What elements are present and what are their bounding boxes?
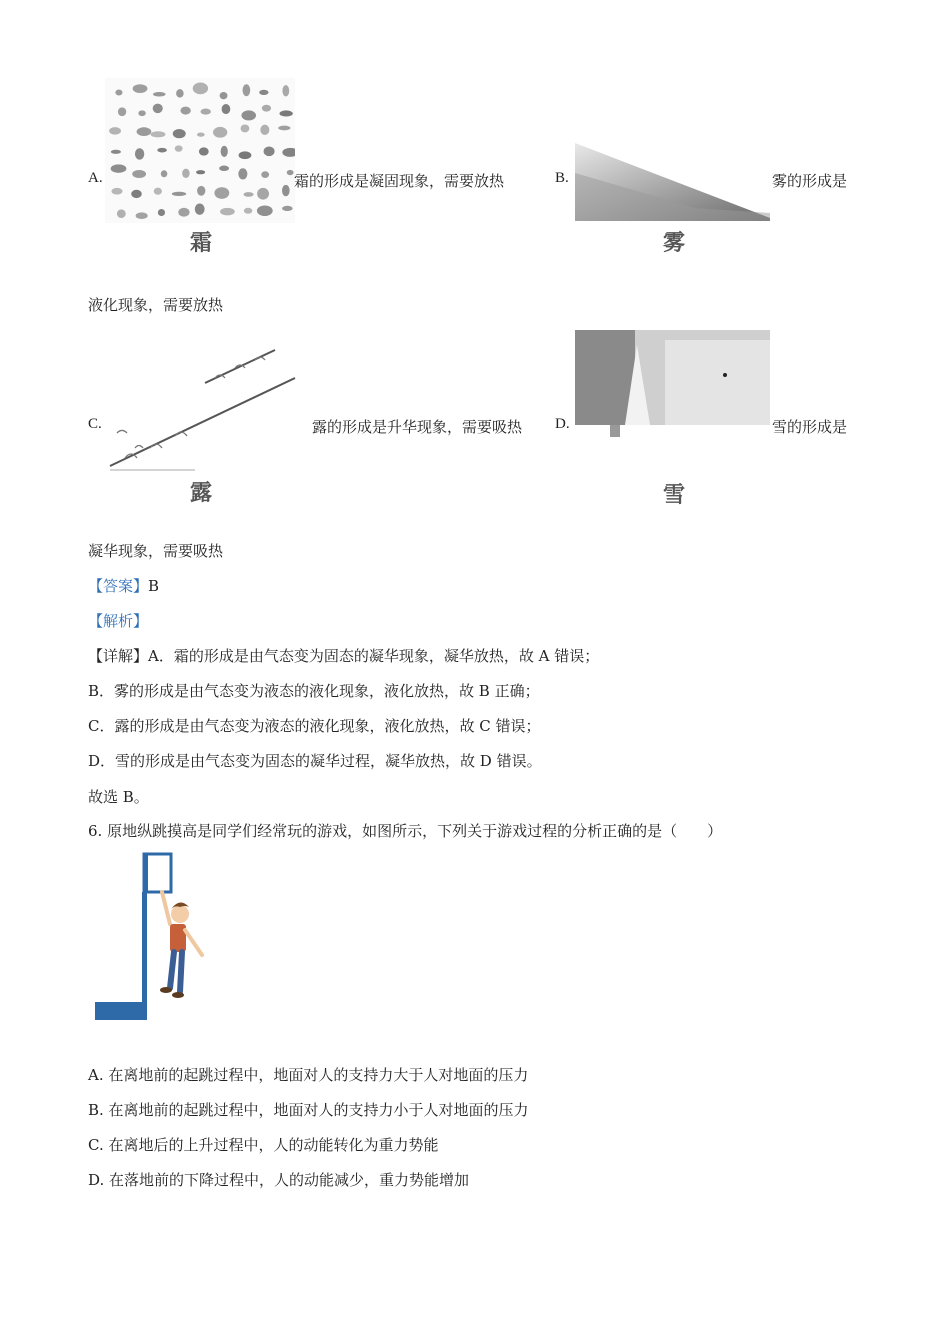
- option-a-label: A.: [88, 170, 103, 186]
- option-c-text: 露的形成是升华现象，需要吸热: [312, 418, 523, 436]
- answer-tag: 【答案】: [88, 577, 149, 595]
- dew-image: [105, 338, 300, 473]
- dew-caption: 露: [190, 480, 213, 506]
- option-a-text: 霜的形成是凝固现象，需要放热: [294, 172, 505, 190]
- analysis-tag: 【解析】: [88, 612, 149, 630]
- detail-line-3: C．露的形成是由气态变为液态的液化现象，液化放热，故 C 错误；: [88, 717, 541, 735]
- snow-image: [575, 330, 770, 440]
- detail-tag: 【详解】: [88, 647, 149, 665]
- detail-line-2: B．雾的形成是由气态变为液态的液化现象，液化放热，故 B 正确；: [88, 682, 540, 700]
- answer-line: [88, 575, 159, 596]
- fog-caption: 雾: [663, 230, 686, 256]
- option-b-label: B.: [555, 170, 569, 186]
- snow-caption: 雪: [663, 482, 686, 508]
- option-d-text-cont: 凝华现象，需要吸热: [88, 542, 224, 560]
- frost-caption: 霜: [190, 230, 213, 256]
- q6-stem: 6. 原地纵跳摸高是同学们经常玩的游戏，如图所示，下列关于游戏过程的分析正确的是（ ）: [88, 822, 723, 840]
- detail-conclusion: 故选 B。: [88, 788, 149, 806]
- option-d-text: 雪的形成是: [772, 418, 848, 436]
- jump-figure: [92, 852, 217, 1024]
- q6-option-b[interactable]: B. 在离地前的起跳过程中，地面对人的支持力小于人对地面的压力: [88, 1101, 529, 1119]
- detail-line-4: D．雪的形成是由气态变为固态的凝华过程，凝华放热，故 D 错误。: [88, 752, 542, 770]
- option-b-text-cont: 液化现象，需要放热: [88, 296, 224, 314]
- q6-option-a[interactable]: A. 在离地前的起跳过程中，地面对人的支持力大于人对地面的压力: [88, 1066, 529, 1084]
- option-c-label: C.: [88, 416, 102, 432]
- detail-line-1: [88, 645, 599, 666]
- answer-value: B: [148, 577, 160, 595]
- option-b-text: 雾的形成是: [772, 172, 848, 190]
- q6-option-c[interactable]: C. 在离地后的上升过程中，人的动能转化为重力势能: [88, 1136, 439, 1154]
- option-d-label: D.: [555, 416, 570, 432]
- detail-text-1: A．霜的形成是由气态变为固态的凝华现象，凝华放热，故 A 错误；: [148, 647, 600, 665]
- frost-image: [105, 78, 295, 223]
- q6-option-d[interactable]: D. 在落地前的下降过程中，人的动能减少，重力势能增加: [88, 1171, 470, 1189]
- fog-image: [575, 133, 770, 223]
